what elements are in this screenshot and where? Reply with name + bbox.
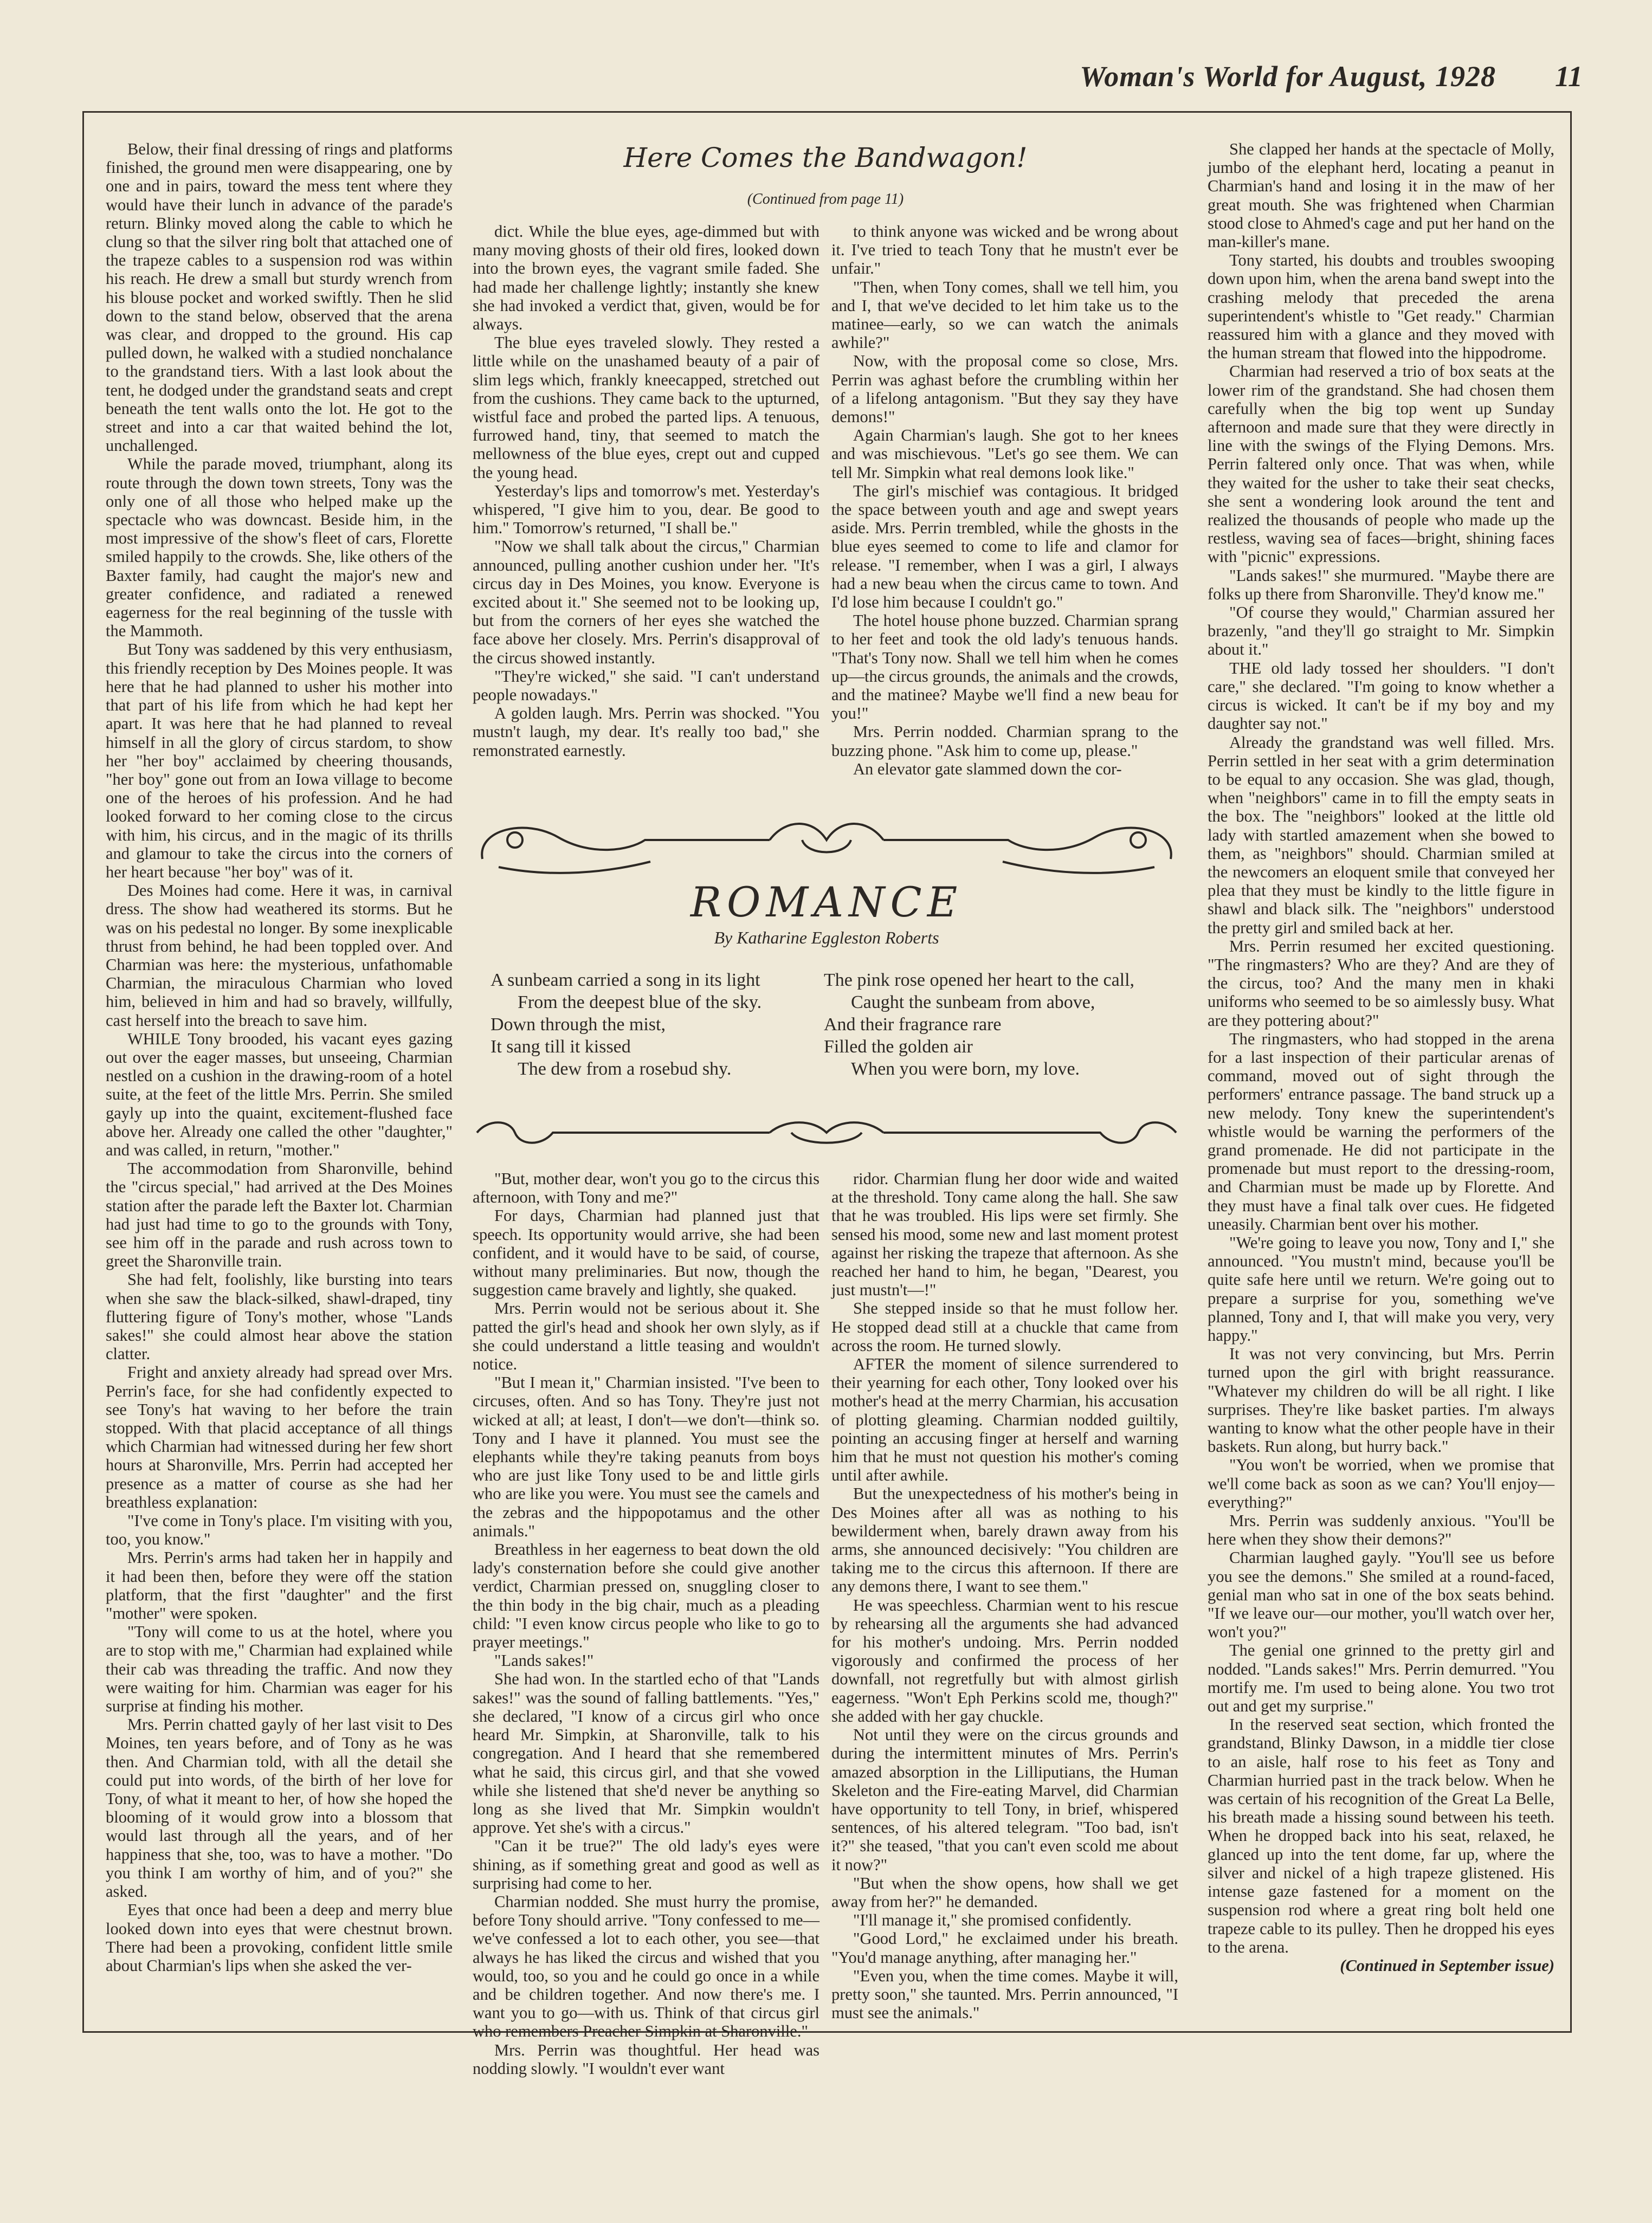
- story-title: Here Comes the Bandwagon!: [623, 142, 1028, 173]
- paragraph: Mrs. Perrin was thoughtful. Her head was nodding slowly. "I wouldn't ever want: [473, 2040, 819, 2078]
- poem-line: From the deepest blue of the sky.: [518, 992, 762, 1012]
- paragraph: THE old lady tossed her shoulders. "I don't care," she declared. "I'm going to know whether a circus is wicked. It can't be if my boy and my daughter say not.": [1208, 658, 1554, 733]
- paragraph: Eyes that once had been a deep and merry blue looked down into eyes that were chestnut brown. There had been a provoking, confident little smile about Charmian's lips when she asked the ver-: [106, 1901, 453, 1975]
- poem-byline: By Katharine Eggleston Roberts: [714, 928, 939, 947]
- paragraph: "Lands sakes!": [494, 1651, 594, 1670]
- poem-line: Down through the mist,: [491, 1014, 666, 1035]
- paragraph: "But, mother dear, won't you go to the circus this afternoon, with Tony and me?": [473, 1169, 819, 1207]
- paragraph: "Can it be true?" The old lady's eyes were shining, as if something great and good as well as surprising had come to her.: [473, 1837, 819, 1892]
- paragraph: Mrs. Perrin would not be serious about it. She patted the girl's head and shook her own slyly, as if she could understand a little teasing and wouldn't notice.: [473, 1299, 819, 1374]
- paragraph: For days, Charmian had planned just that speech. Its opportunity would arrive, she had been confident, and it would have to be said, of course, without many preliminaries. But now, though the suggestion came bravely and lightly, she quaked.: [473, 1206, 819, 1300]
- paragraph: An elevator gate slammed down the cor-: [853, 759, 1122, 778]
- paragraph: "But when the show opens, how shall we get away from her?" he demanded.: [831, 1873, 1178, 1911]
- paragraph: "Then, when Tony comes, shall we tell him, you and I, that we've decided to let him take us to the matinee—early, so we can watch the animals awhile?": [831, 277, 1178, 352]
- paragraph: ridor. Charmian flung her door wide and waited at the threshold. Tony came along the hall. She saw that he was troubled. His lips were set firmly. She sensed his mood, some new and last moment protest against her risking the trapeze that afternoon. As she reached her hand to him, he began, "Dearest, you just mustn't—!": [831, 1169, 1178, 1300]
- paragraph: The blue eyes traveled slowly. They rested a little while on the unashamed beauty of a pair of slim legs which, frankly kneecapped, stretched out from the cushions. They came back to the upturned, wistful face and probed the parted lips. A tenuous, furrowed hand, tiny, that seemed to match the mellowness of the blue eyes, crept out and cupped the young head.: [473, 333, 819, 482]
- column-1: [106, 140, 453, 2007]
- paragraph: Charmian nodded. She must hurry the promise, before Tony should arrive. "Tony confessed to me—we've confessed a lot to each other, you see—that always he has liked the circus and wished that you would, too, so you and he could go once in a while and be children together. And now there's me. I want you to go—with us. Think of that circus girl who remembers Preacher Simpkin at Sharonville.": [473, 1892, 819, 2041]
- paragraph: She clapped her hands at the spectacle of Molly, jumbo of the elephant herd, locating a peanut in Charmian's hand and losing it in the maw of her great mouth. She was frightened when Charmian stood close to Ahmed's cage and put her hand on the man-killer's mane.: [1208, 140, 1554, 251]
- poem-line: Caught the sunbeam from above,: [851, 992, 1095, 1012]
- paragraph: "Even you, when the time comes. Maybe it will, pretty soon," she taunted. Mrs. Perrin announced, "I must see the animals.": [831, 1966, 1178, 2022]
- column-2-bottom: [473, 1169, 819, 2078]
- poem-line: Filled the golden air: [824, 1037, 973, 1057]
- paragraph: "Of course they would," Charmian assured her brazenly, "and they'll go straight to Mr. Simpkin about it.": [1208, 603, 1554, 659]
- poem-title: ROMANCE: [690, 878, 963, 926]
- paragraph: "Good Lord," he exclaimed under his breath. "You'd manage anything, after managing her.": [831, 1929, 1178, 1967]
- paragraph: The ringmasters, who had stopped in the arena for a last inspection of their particular arenas of command, moved out of sight through the performers' entrance passage. The band struck up a new melody. Tony knew the superintendent's whistle would be warning the performers of the grand promenade. He did not participate in the promenade but must report to the dressing-room, and Charmian must be made up by Florette. And they must have a final talk over cues. He fidgeted uneasily. Charmian bent over his mother.: [1208, 1029, 1554, 1233]
- paragraph: The girl's mischief was contagious. It bridged the space between youth and age and swept years aside. Mrs. Perrin trembled, while the ghosts in the blue eyes seemed to come to life and clamor for release. "I remember, when I was a girl, I always had a new beau when the circus came to town. And I'd lose him because I couldn't go.": [831, 481, 1178, 612]
- paragraph: Yesterday's lips and tomorrow's met. Yesterday's whispered, "I give him to you, dear. Be good to him." Tomorrow's returned, "I shall be.": [473, 481, 819, 538]
- page-header: [81, 60, 1583, 103]
- paragraph: Fright and anxiety already had spread over Mrs. Perrin's face, for she had confidently expected to see Tony's hat waving to her before the train stopped. With that placid acceptance of all things which Charmian had witnessed during her few short hours at Sharonville, Mrs. Perrin had accepted her presence as a matter of course as she had her breathless explanation:: [106, 1363, 453, 1511]
- paragraph: Tony started, his doubts and troubles swooping down upon him, when the arena band swept into the crashing melody that preceded the arena superintendent's whistle to "Get ready." Charmian reassured him with a glance and they moved with the human stream that flowed into the hippodrome.: [1208, 251, 1554, 363]
- paragraph: "I'll manage it," she promised confidently.: [853, 1911, 1132, 1930]
- paragraph: Not until they were on the circus grounds and during the intermittent minutes of Mrs. Perrin's amazed absorption in the Lilliputians, the Human Skeleton and the Fire-eating Marvel, did Charmian have opportunity to tell Tony, in brief, whispered sentences, of his altered telegram. "Too bad, isn't it?" she teased, "that you can't even scold me about it now?": [831, 1726, 1178, 1874]
- paragraph: While the parade moved, triumphant, along its route through the down town streets, Tony was the only one of all those who helped make up the spectacle who was downcast. Beside him, in the most impressive of the show's fleet of cars, Florette smiled happily to the crowds. She, like others of the Baxter family, had caught the major's new and greater confidence, and radiated a renewed eagerness for the real beginning of the tussle with the Mammoth.: [106, 455, 453, 641]
- paragraph: to think anyone was wicked and be wrong about it. I've tried to teach Tony that he mustn't ever be unfair.": [831, 222, 1178, 278]
- poem-box: [466, 807, 1187, 1160]
- paragraph: Des Moines had come. Here it was, in carnival dress. The show had weathered its storms. But he was on his pedestal no longer. By some inexplicable thrust from behind, he had been toppled over. And Charmian was here: the mysterious, unfathomable Charmian, the miraculous Charmian who loved him, believed in him and had so bravely, willfully, cast herself into the breach to save him.: [106, 881, 453, 1030]
- column-3-bottom: [831, 1169, 1178, 2022]
- paragraph: But Tony was saddened by this very enthusiasm, this friendly reception by Des Moines people. It was here that he had planned to usher his mother into that part of his life from which he had kept her apart. It was here that he had planned to reveal himself in all the glory of circus stardom, to show her "her boy" acclaimed by cheering thousands, "her boy" gone out from an Iowa village to become one of the heroes of his profession. And he had looked forward to her coming close to the circus with him, his circus, and in the magic of its thrills and glamour to take the circus into the corners of her heart because "her boy" was of it.: [106, 640, 453, 881]
- column-4: [1208, 140, 1554, 2007]
- paragraph: Again Charmian's laugh. She got to her knees and was mischievous. "Let's go see them. We can tell Mr. Simpkin what real demons look like.": [831, 426, 1178, 482]
- paragraph: But the unexpectedness of his mother's being in Des Moines after all was as nothing to his bewilderment when, barely drawn away from his arms, she announced decisively: "You children are taking me to the circus this afternoon. If there are any demons there, I want to see them.": [831, 1484, 1178, 1596]
- paragraph: "But I mean it," Charmian insisted. "I've been to circuses, often. And so has Tony. They're just not wicked at all; at least, I don't—we don't—think so. Tony and I have it planned. You must see the elephants while they're taking peanuts from boys who are just like Tony used to be and little girls who are like you were. You must see the camels and the zebras and the hippopotamus and the other animals.": [473, 1373, 819, 1540]
- column-3-top: [831, 222, 1178, 786]
- poem-line: The dew from a rosebud shy.: [518, 1059, 732, 1079]
- paragraph: The hotel house phone buzzed. Charmian sprang to her feet and took the old lady's tenuous hands. "That's Tony now. Shall we tell him when he comes up—the circus grounds, the animals and the crowds, and the matinee? Maybe we'll find a new beau for you!": [831, 611, 1178, 723]
- paragraph: Charmian laughed gayly. "You'll see us before you see the demons." She smiled at a round-faced, genial man who sat in one of the box seats behind. "If we leave our—our mother, you'll watch over her, won't you?": [1208, 1548, 1554, 1642]
- paragraph: Mrs. Perrin nodded. Charmian sprang to the buzzing phone. "Ask him to come up, please.": [831, 722, 1178, 760]
- paragraph: Mrs. Perrin resumed her excited questioning. "The ringmasters? Who are they? And are they of the circus, too? And the many men in khaki uniforms who seemed to be so aimlessly busy. What are they pottering about?": [1208, 936, 1554, 1030]
- paragraph: "You won't be worried, when we promise that we'll come back as soon as we can? You'll enjoy—everything?": [1208, 1456, 1554, 1511]
- paragraph: AFTER the moment of silence surrendered to their yearning for each other, Tony looked over his mother's head at the merry Charmian, his accusation of plotting gleaming. Charmian nodded guiltily, pointing an accusing finger at herself and warning him that he must not question his mother's coming until after awhile.: [831, 1355, 1178, 1485]
- poem-line: It sang till it kissed: [491, 1037, 631, 1057]
- paragraph: "We're going to leave you now, Tony and I," she announced. "You mustn't mind, because you'll be quite safe here until we return. We're going out to prepare a surprise for you, something we've planned, Tony and I, that will make you very, very happy.": [1208, 1233, 1554, 1345]
- paragraph: "I've come in Tony's place. I'm visiting with you, too, you know.": [106, 1511, 453, 1549]
- poem-line: A sunbeam carried a song in its light: [491, 970, 760, 990]
- continued-to-note: (Continued in September issue): [1340, 1956, 1554, 1975]
- paragraph: She stepped inside so that he must follow her. He stopped dead still at a chuckle that came from across the room. He turned slowly.: [831, 1299, 1178, 1355]
- paragraph: "Tony will come to us at the hotel, where you are to stop with me," Charmian had explained while their cab was threading the traffic. And now they were waiting for him. Charmian was eager for his surprise at finding his mother.: [106, 1623, 453, 1716]
- poem-line: The pink rose opened her heart to the call,: [824, 970, 1135, 990]
- paragraph: The accommodation from Sharonville, behind the "circus special," had arrived at the Des Moines station after the parade left the Baxter lot. Charmian had just had time to go to the grounds with Tony, see him off in the parade and rush across town to greet the Sharonville train.: [106, 1159, 453, 1271]
- paragraph: Already the grandstand was well filled. Mrs. Perrin settled in her seat with a grim determination to be equal to any occasion. She was glad, though, when "neighbors" came in to fill the empty seats in the box. The "neighbors" looked at the little old lady with startled amazement when she bowed to them, as "neighbors" should. Charmian smiled at the newcomers an eloquent smile that conveyed her plea that they must be kindly to the little figure in shawl and black silk. The "neighbors" understood the pretty girl and smiled back at her.: [1208, 733, 1554, 937]
- paragraph: In the reserved seat section, which fronted the grandstand, Blinky Dawson, in a middle tier close to an aisle, half rose to his feet as Tony and Charmian hurried past in the track below. When he was certain of his recognition of the Great La Belle, his breath made a hissing sound between his teeth. When he dropped back into his seat, relaxed, he glanced up into the tent dome, far up, where the silver and nickel of a high trapeze glistened. His intense gaze fastened for a moment on the suspension rod where a great ring bolt held one trapeze cable to its pulley. Then he dropped his eyes to the arena.: [1208, 1715, 1554, 1956]
- bottom-flourish-ornament: [466, 1116, 1187, 1149]
- paragraph: "They're wicked," she said. "I can't understand people nowadays.": [473, 667, 819, 705]
- paragraph: Charmian had reserved a trio of box seats at the lower rim of the grandstand. She had chosen them carefully when the big top went up Sunday afternoon and made sure that they were directly in line with the swings of the Flying Demons. Mrs. Perrin faltered only once. That was when, while they waited for the usher to take their seat checks, she sent a wondering look around the tent and realized the thousands of people who made up the restless, waving sea of faces—bright, shining faces with "picnic" expressions.: [1208, 362, 1554, 566]
- paragraph: She had won. In the startled echo of that "Lands sakes!" was the sound of falling battlements. "Yes," she declared, "I know of a circus girl who once heard Mr. Simpkin, at Sharonville, talk to his congregation. And I heard that she remembered what he said, this circus girl, and that she vowed while she listened that she'd never be anything so long as she lived that Mr. Simpkin wouldn't approve. Yet she's with a circus.": [473, 1670, 819, 1837]
- paragraph: WHILE Tony brooded, his vacant eyes gazing out over the eager masses, but unseeing, Charmian nestled on a cushion in the drawing-room of a hotel suite, at the feet of the little Mrs. Perrin. She smiled gayly up into the quaint, excitement-flushed face above her. Already one called the other "daughter," and was called, in return, "mother.": [106, 1029, 453, 1159]
- paragraph: Mrs. Perrin chatted gayly of her last visit to Des Moines, ten years before, and of Tony as he was then. And Charmian told, with all the detail she could put into words, of the birth of her love for Tony, of what it meant to her, of how she hoped the blooming of it would grow into a blossom that would last through all the years, and of her happiness that she, too, was to have a mother. "Do you think I am worthy of him, and of you?" she asked.: [106, 1715, 453, 1901]
- poem-stanza-2: [824, 969, 1171, 1080]
- poem-line: And their fragrance rare: [824, 1014, 1002, 1035]
- paragraph: A golden laugh. Mrs. Perrin was shocked. "You mustn't laugh, my dear. It's really too bad," she remonstrated earnestly.: [473, 704, 819, 760]
- paragraph: dict. While the blue eyes, age-dimmed but with many moving ghosts of their old fires, looked down into the brown eyes, the vagrant smile faded. She had made her challenge lightly; instantly she knew she had invoked a verdict that, given, would be for always.: [473, 222, 819, 334]
- page-number: 11: [1554, 60, 1583, 93]
- paragraph: She had felt, foolishly, like bursting into tears when she saw the black-silked, shawl-draped, tiny fluttering figure of Tony's mother, whose "Lands sakes!" she could almost hear above the station clatter.: [106, 1270, 453, 1363]
- paragraph: Mrs. Perrin was suddenly anxious. "You'll be here when they show their demons?": [1208, 1511, 1554, 1549]
- paragraph: It was not very convincing, but Mrs. Perrin turned upon the girl with bright reassurance. "Whatever my children do will be all right. I like surprises. They're like basket parties. I'm always wanting to know what the other people have in their baskets. Run along, but hurry back.": [1208, 1345, 1554, 1456]
- paragraph: "Now we shall talk about the circus," Charmian announced, pulling another cushion under her. "It's circus day in Des Moines, you know. Everyone is excited about it." She seemed not to be looking up, but from the corners of her eyes she watched the face above her closely. Mrs. Perrin's disapproval of the circus showed instantly.: [473, 537, 819, 667]
- poem-line: When you were born, my love.: [851, 1059, 1080, 1079]
- column-2-top: [473, 222, 819, 786]
- paragraph: Mrs. Perrin's arms had taken her in happily and it had been then, before they were off the station platform, that the first "daughter" and the first "mother" were spoken.: [106, 1548, 453, 1623]
- top-flourish-ornament: [466, 807, 1187, 878]
- paragraph: Now, with the proposal come so close, Mrs. Perrin was aghast before the crumbling within her of a lifelong antagonism. "But they say they have demons!": [831, 352, 1178, 426]
- paragraph: Breathless in her eagerness to beat down the old lady's consternation before she could give another verdict, Charmian pressed on, snuggling closer to the thin body in the big chair, much as a pleading child: "I even know circus people who like to go to prayer meetings.": [473, 1540, 819, 1652]
- continued-from-note: (Continued from page 11): [747, 191, 904, 208]
- paragraph: The genial one grinned to the pretty girl and nodded. "Lands sakes!" Mrs. Perrin demurred. "You mortify me. I'm used to being alone. You two trot out and get my surprise.": [1208, 1641, 1554, 1716]
- paragraph: He was speechless. Charmian went to his rescue by rehearsing all the arguments she had advanced for his mother's undoing. Mrs. Perrin nodded vigorously and confirmed the process of her downfall, not regretfully but with almost girlish eagerness. "Won't Eph Perkins scold me, though?" she added with her gay chuckle.: [831, 1595, 1178, 1726]
- paragraph: Below, their final dressing of rings and platforms finished, the ground men were disappearing, one by one and in pairs, toward the mess tent where they would have their lunch in advance of the parade's return. Blinky moved along the cable to which he clung so that the silver ring bolt that attached one of the trapeze cables to a suspension rod was within his reach. He drew a small but sturdy wrench from his blouse pocket and worked swiftly. Then he slid down to the stand below, observed that the arena was clear, and dropped to the ground. His cap pulled down, he walked with a studied nonchalance to the grandstand tiers. With a last look about the tent, he dodged under the grandstand seats and crept beneath the tent walls onto the lot. He got to the street and into a car that waited behind the lot, unchallenged.: [106, 140, 453, 455]
- poem-stanza-1: [491, 969, 827, 1080]
- magazine-title: Woman's World for August, 1928: [1080, 60, 1496, 93]
- paragraph: "Lands sakes!" she murmured. "Maybe there are folks up there from Sharonville. They'd know me.": [1208, 566, 1554, 603]
